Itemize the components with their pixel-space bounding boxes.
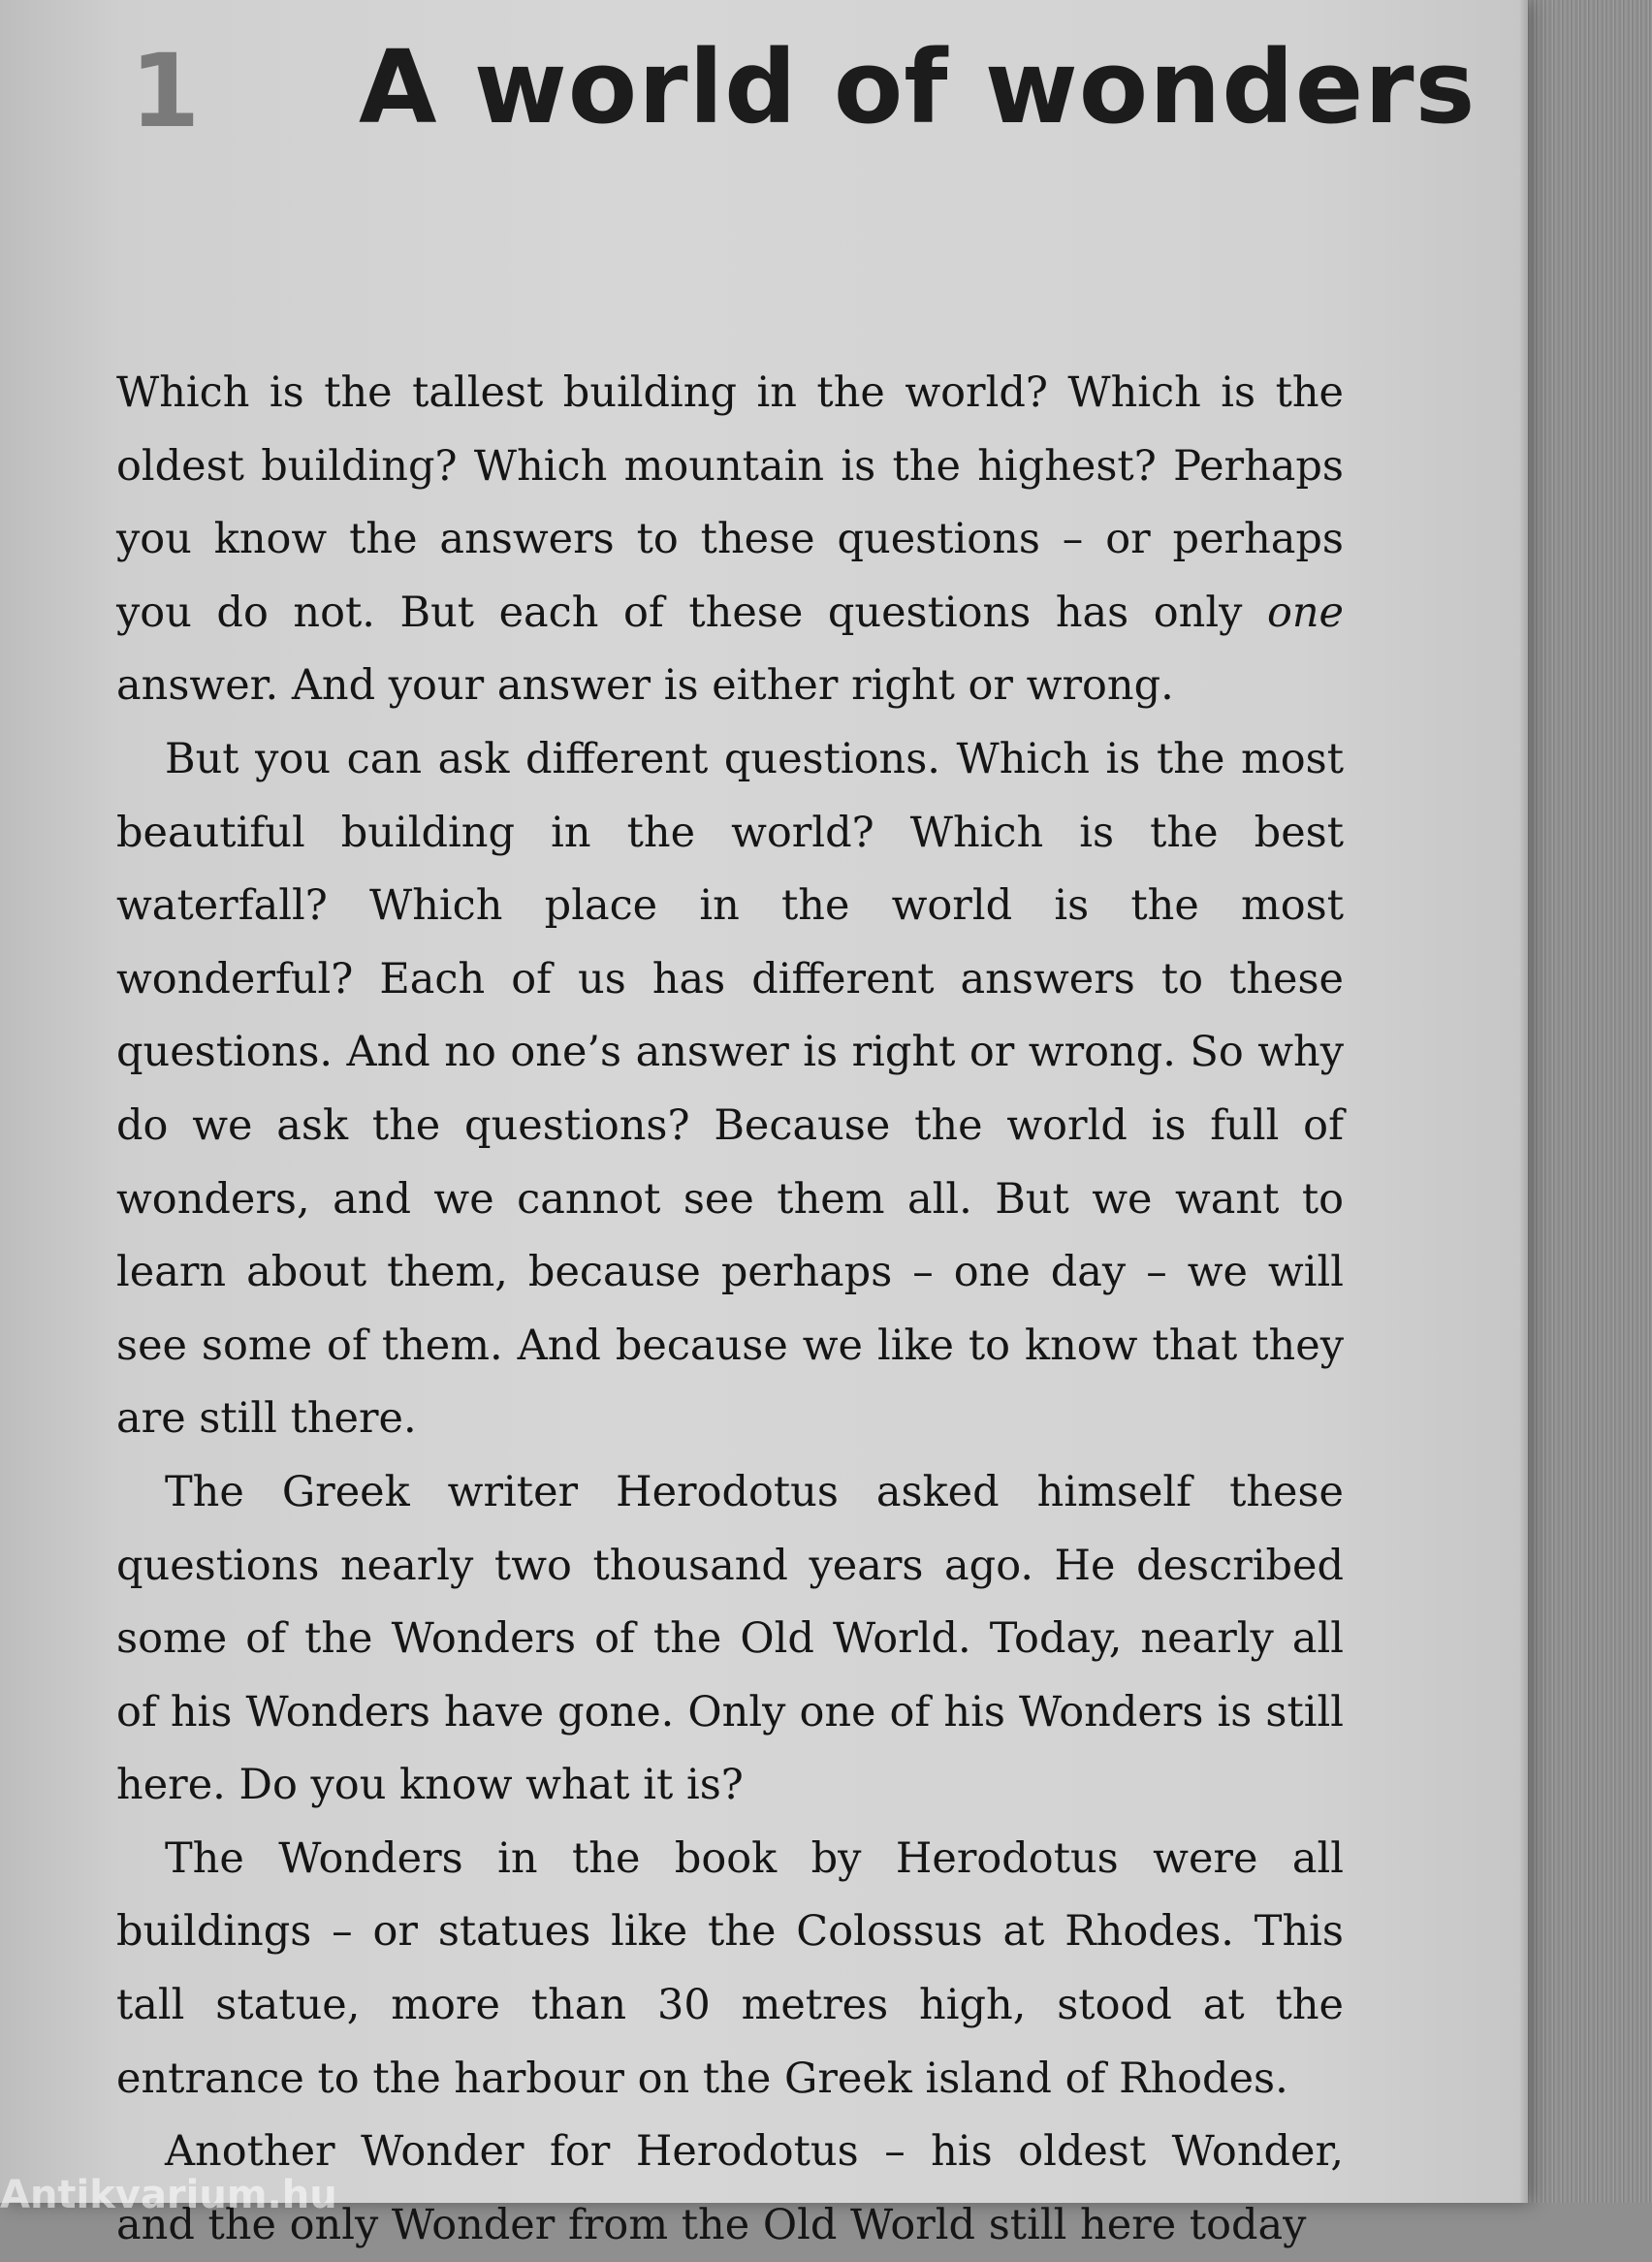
paragraph-1-emphasis: one [1266,588,1344,637]
chapter-title: A world of wonders [359,28,1477,146]
paragraph-1 [116,357,1344,723]
watermark: Antikvarium.hu [0,2173,337,2217]
chapter-number: 1 [130,32,201,150]
page-edge [1518,0,1528,2203]
paragraph-2: But you can ask different questions. Which is the most beautiful building in the world? Which is the best waterfall? Which place in the world is the most wonderful? Each of us has different answers to these questions. And no one’s answer is right or wrong. So why do we ask the questions? Because the world is full of wonders, and we cannot see them all. But we want to learn about them, because perhaps – one day – we will see some of them. And because we like to know that they are still there. [116,734,1344,1444]
paragraph-3: The Greek writer Herodotus asked himself these questions nearly two thousand years ago. He described some of the Wonders of the Old World. Today, nearly all of his Wonders have gone. Only one of his Wonders is still here. Do you know what it is? [116,1467,1344,1810]
paragraph-4: The Wonders in the book by Herodotus were all buildings – or statues like the Colossus at Rhodes. This tall statue, more than 30 metres high, stood at the entrance to the harbour on the Greek island of Rhodes. [116,1833,1344,2103]
paragraph-1-text-end: answer. And your answer is either right or wrong. [116,661,1174,711]
paragraph-1-text-start: Which is the tallest building in the world? Which is the oldest building? Which mountain is the highest? Perhaps you know the answers to these questions – or perhaps you do not. But each of these questions has only [116,368,1344,637]
paragraph-5: Another Wonder for Herodotus – his oldest Wonder, and the only Wonder from the Old World still here today [116,2127,1344,2249]
chapter-body [116,357,1344,2262]
